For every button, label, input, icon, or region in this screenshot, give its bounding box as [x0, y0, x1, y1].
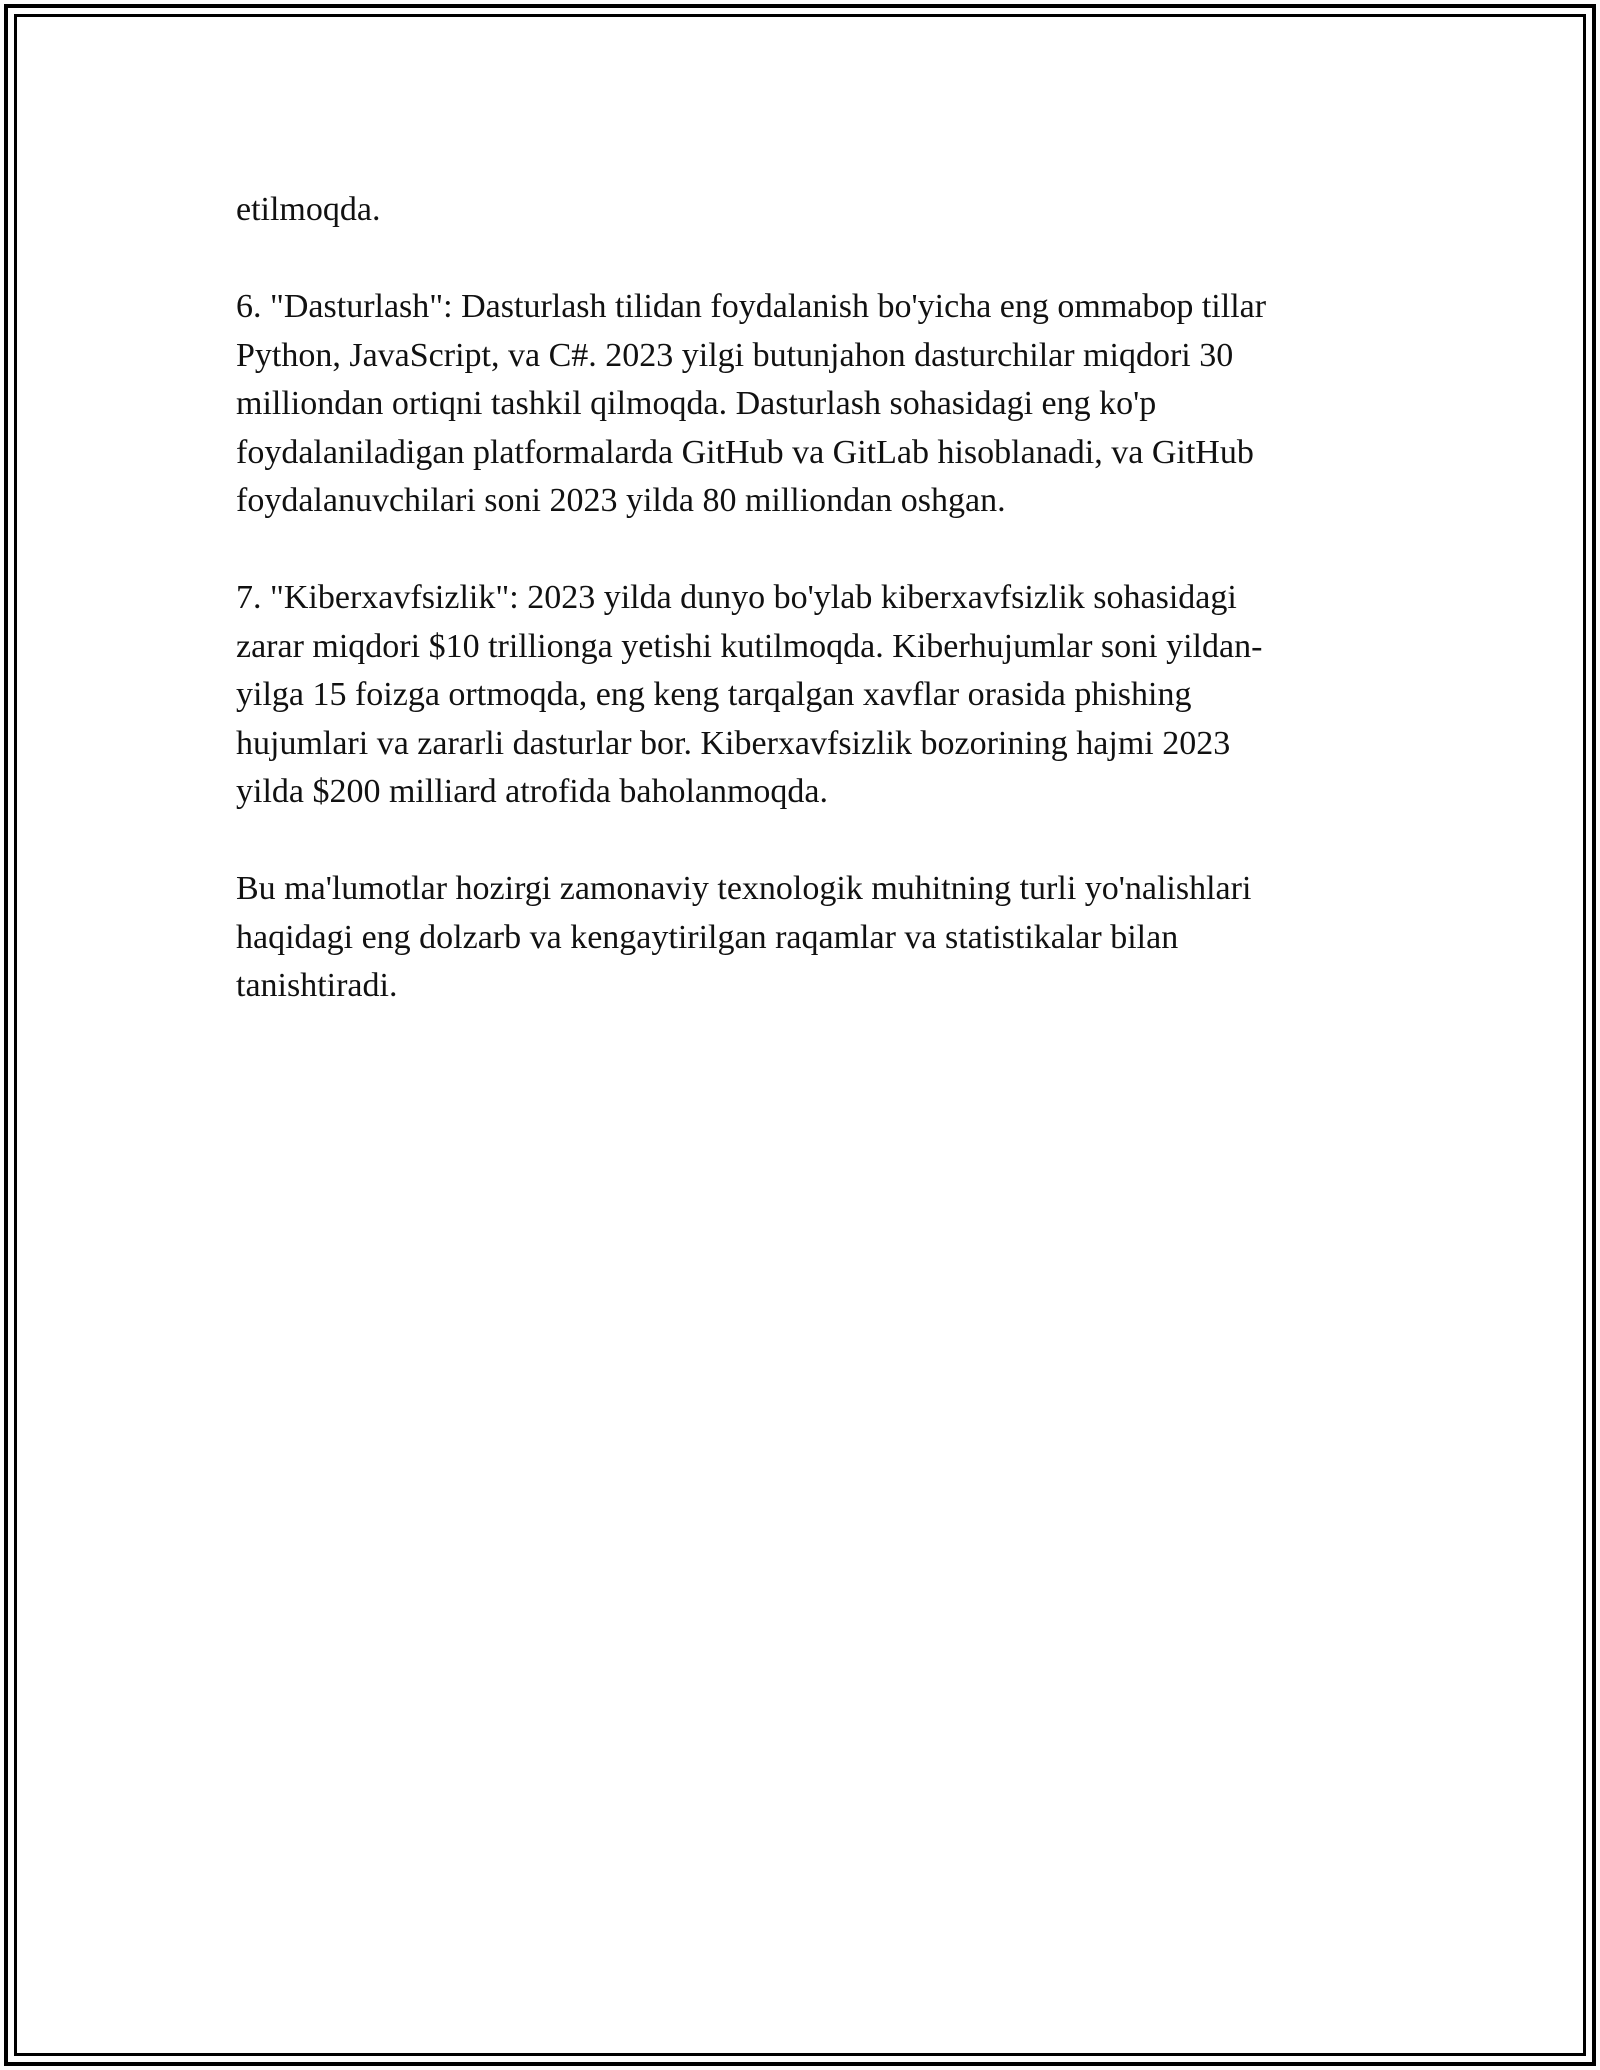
paragraph-continuation: etilmoqda.: [236, 191, 381, 228]
paragraph-cybersecurity: 7. "Kiberxavfsizlik": 2023 yilda dunyo bo'ylab kiberxavfsizlik sohasidagi zarar miqdori $10 trillionga yetishi kutilmoqda. Kiberhujumlar soni yildan- yilga 15 foizga ortmoqda, eng keng tarqalgan xavflar orasida phishing hujumlari va zararli dasturlar bor. Kiberxavfsizlik bozorining hajmi 2023 yilda $200 milliard atrofida baholanmoqda.: [236, 579, 1263, 810]
document-body: [236, 186, 1366, 1059]
paragraph-programming: 6. "Dasturlash": Dasturlash tilidan foydalanish bo'yicha eng ommabop tillar Python, JavaScript, va C#. 2023 yilgi butunjahon dasturchilar miqdori 30 milliondan ortiqni tashkil qilmoqda. Dasturlash sohasidagi eng ko'p foydalaniladigan platformalarda GitHub va GitLab hisoblanadi, va GitHub foydalanuvchilari soni 2023 yilda 80 milliondan oshgan.: [236, 288, 1267, 519]
paragraph-conclusion: Bu ma'lumotlar hozirgi zamonaviy texnologik muhitning turli yo'nalishlari haqidagi eng dolzarb va kengaytirilgan raqamlar va statistikalar bilan tanishtiradi.: [236, 870, 1252, 1004]
